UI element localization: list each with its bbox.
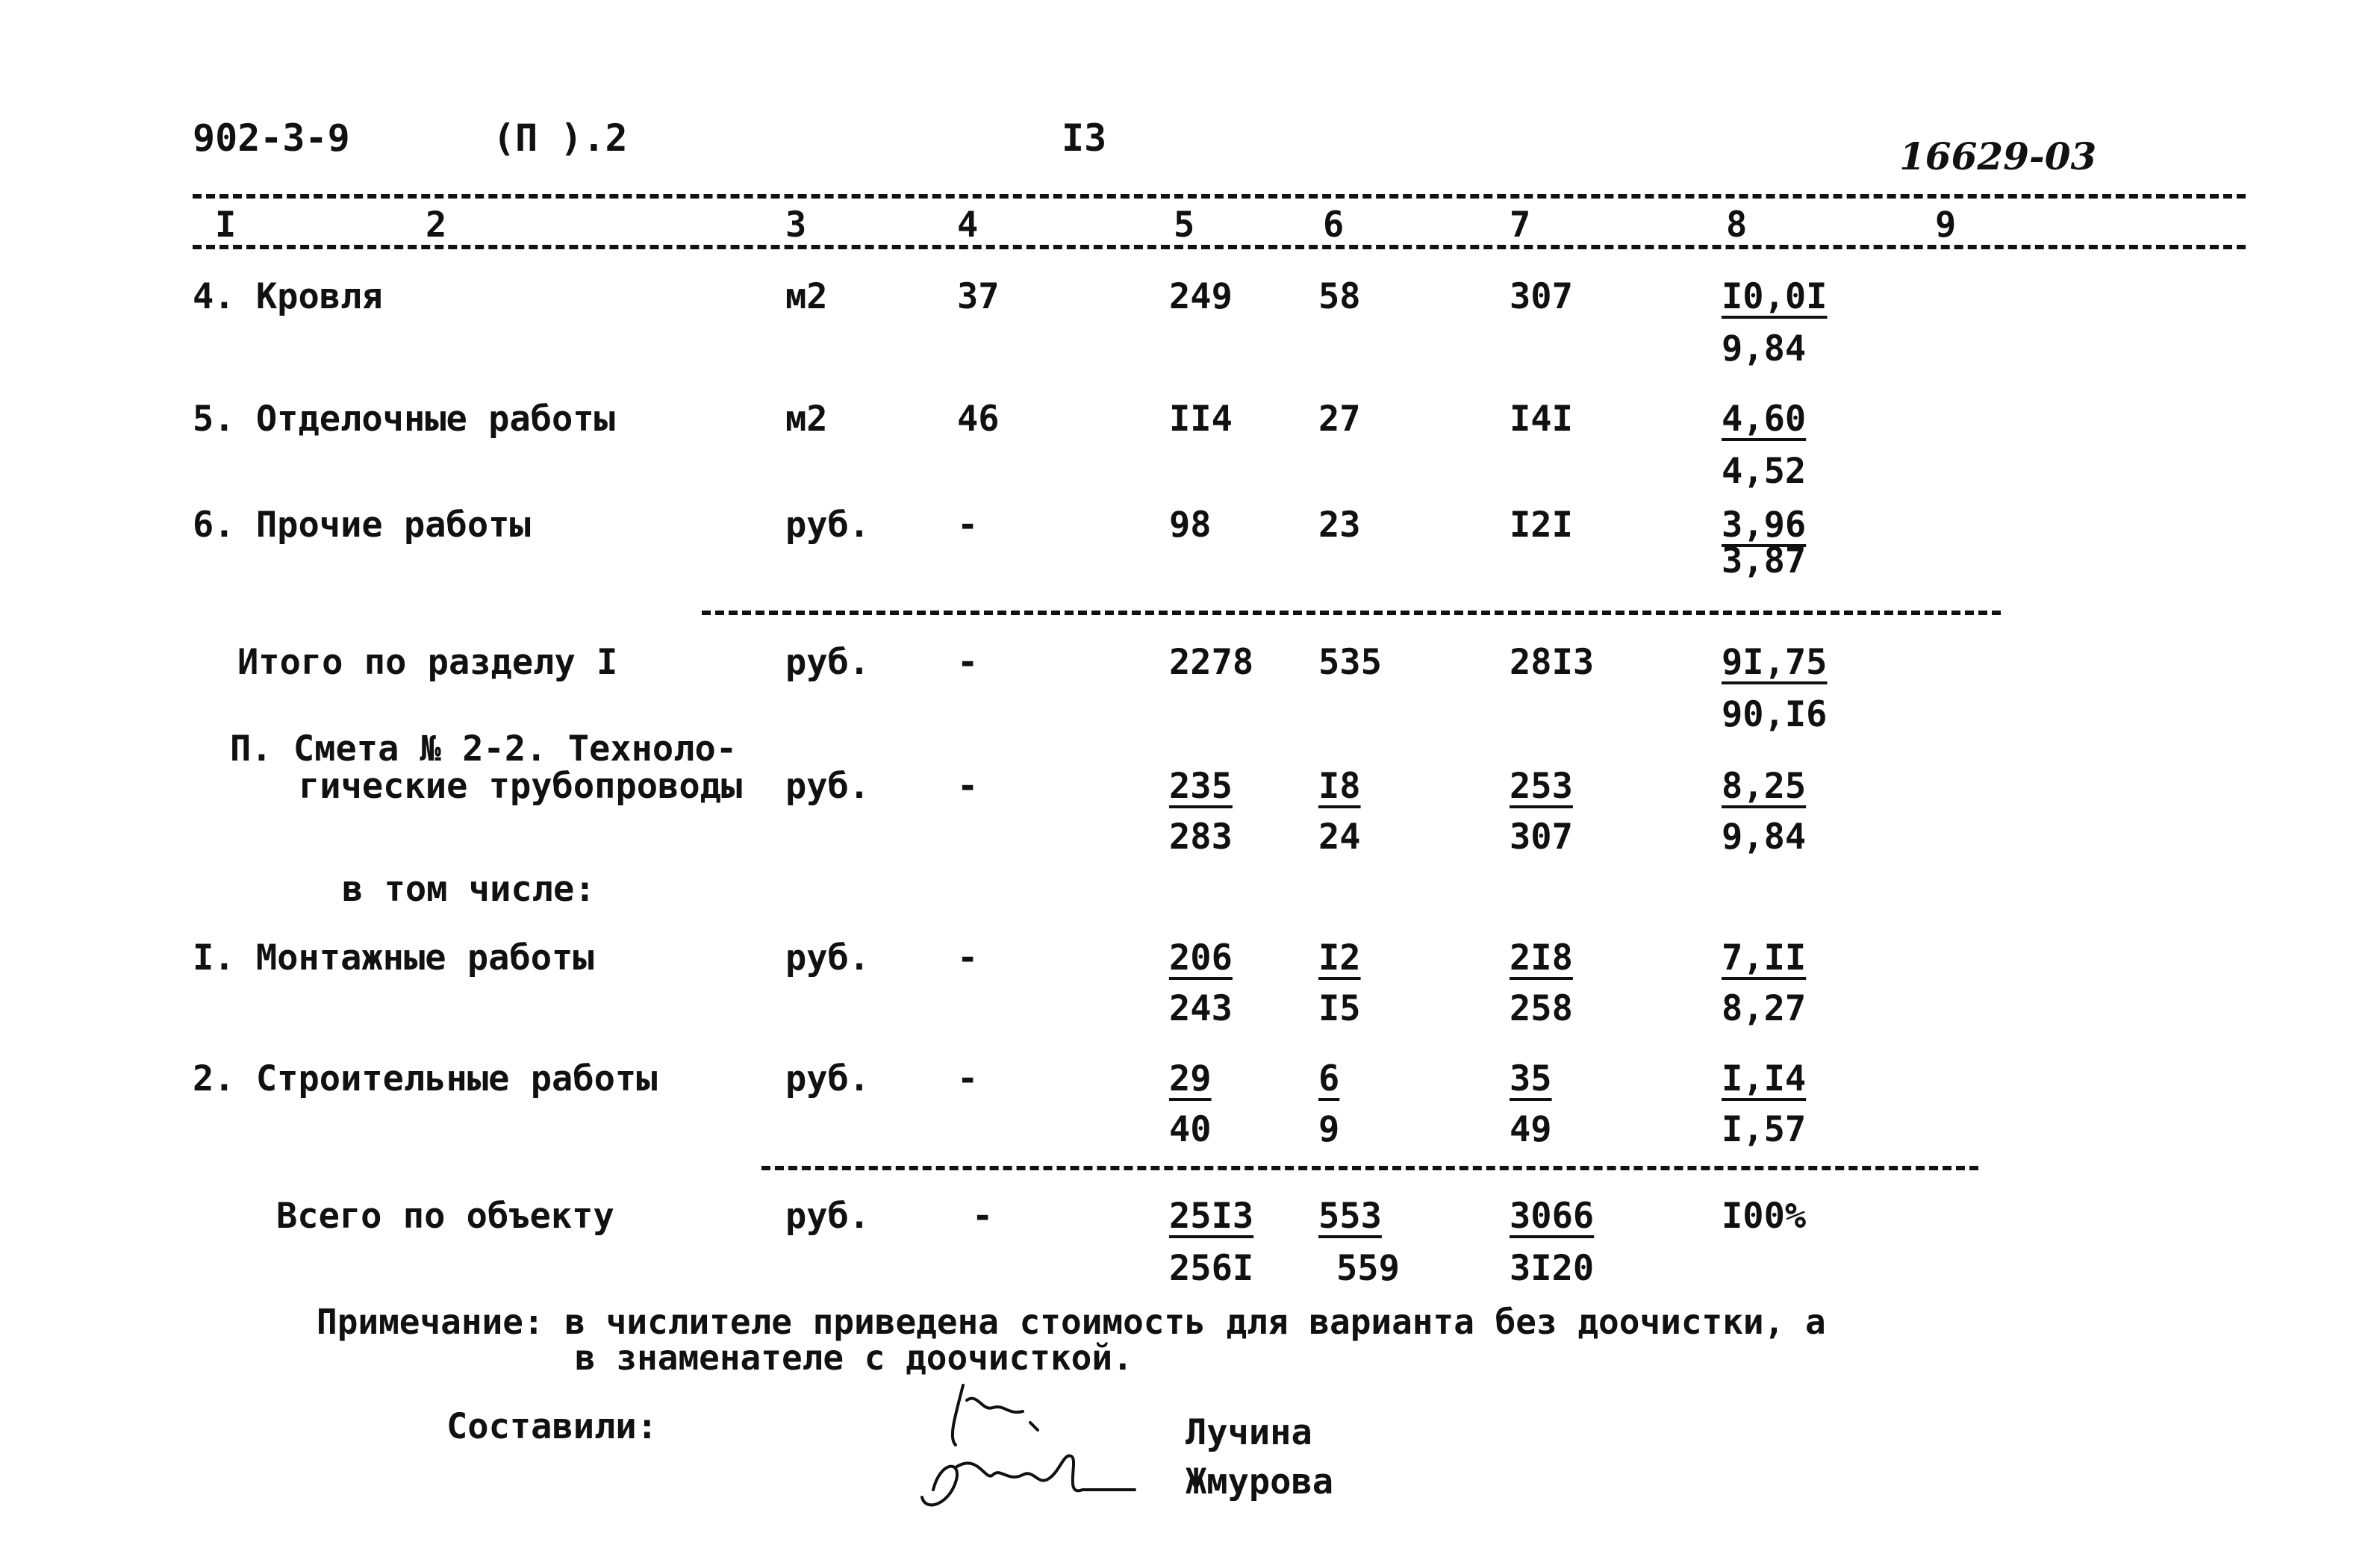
- row-other-c6: 23: [1318, 505, 1361, 546]
- row-roof-name: 4. Кровля: [193, 276, 383, 317]
- row-construction-c8-numerator: I,I4: [1722, 1058, 1807, 1099]
- grand-total-rule: [761, 1166, 1978, 1170]
- row-section-total-c5: 2278: [1169, 642, 1254, 683]
- row-finishing-c8-numerator: 4,60: [1722, 399, 1807, 440]
- page-number: I3: [1062, 116, 1107, 160]
- row-estimate-name-line2: гические трубопроводы: [299, 766, 743, 807]
- row-finishing-c8-denominator: 4,52: [1722, 451, 1807, 492]
- row-installation-c6-denominator: I5: [1318, 988, 1361, 1029]
- row-roof-c8-numerator: I0,0I: [1722, 276, 1828, 317]
- column-header-3: 3: [785, 205, 807, 246]
- row-other-c8-numerator: 3,96: [1722, 505, 1807, 546]
- row-estimate-unit: руб.: [785, 766, 870, 807]
- row-construction-c6-denominator: 9: [1318, 1109, 1340, 1150]
- row-finishing-c6: 27: [1318, 399, 1361, 440]
- column-header-8: 8: [1726, 205, 1748, 246]
- handwritten-signatures: [911, 1370, 1157, 1535]
- section-total-rule: [702, 611, 2001, 615]
- row-estimate-c5-numerator: 235: [1169, 766, 1233, 807]
- row-grand-total-c6-denominator: 559: [1336, 1248, 1400, 1289]
- row-finishing-c5: II4: [1169, 399, 1233, 440]
- row-other-name: 6. Прочие работы: [193, 505, 531, 546]
- row-grand-total-c7-numerator: 3066: [1510, 1196, 1595, 1237]
- row-installation-qty: -: [957, 937, 979, 978]
- row-estimate-c8-denominator: 9,84: [1722, 817, 1807, 858]
- row-estimate-c6-numerator: I8: [1318, 766, 1361, 807]
- row-construction-c5-denominator: 40: [1169, 1109, 1212, 1150]
- column-header-4: 4: [957, 205, 979, 246]
- inventory-number: 16629-03: [1899, 134, 2097, 178]
- row-section-total-name: Итого по разделу I: [237, 642, 618, 683]
- column-header-1: I: [215, 205, 237, 246]
- row-installation-c7-denominator: 258: [1510, 988, 1573, 1029]
- column-header-9: 9: [1935, 205, 1957, 246]
- row-estimate-c7-denominator: 307: [1510, 817, 1573, 858]
- row-grand-total-c6-numerator: 553: [1318, 1196, 1382, 1237]
- row-finishing-c7: I4I: [1510, 399, 1573, 440]
- row-including-label: в том числе:: [342, 869, 596, 910]
- row-roof-unit: м2: [785, 276, 828, 317]
- row-installation-unit: руб.: [785, 937, 870, 978]
- signatures-label: Составили:: [446, 1406, 658, 1447]
- row-estimate-c6-denominator: 24: [1318, 817, 1361, 858]
- signature-name-2: Жмурова: [1186, 1461, 1334, 1502]
- row-other-c7: I2I: [1510, 505, 1573, 546]
- row-section-total-qty: -: [957, 642, 979, 683]
- signature-name-1: Лучина: [1186, 1412, 1312, 1453]
- row-grand-total-c8: I00%: [1722, 1196, 1807, 1237]
- row-installation-c5-denominator: 243: [1169, 988, 1233, 1029]
- row-construction-c7-numerator: 35: [1510, 1058, 1552, 1099]
- row-estimate-c5-denominator: 283: [1169, 817, 1233, 858]
- column-header-7: 7: [1510, 205, 1531, 246]
- row-other-c5: 98: [1169, 505, 1212, 546]
- row-construction-c6-numerator: 6: [1318, 1058, 1340, 1099]
- row-section-total-c8-numerator: 9I,75: [1722, 642, 1828, 683]
- row-estimate-c7-numerator: 253: [1510, 766, 1573, 807]
- row-grand-total-c7-denominator: 3I20: [1510, 1248, 1595, 1289]
- row-installation-name: I. Монтажные работы: [193, 937, 594, 978]
- row-finishing-name: 5. Отделочные работы: [193, 399, 615, 440]
- document-code: 902-3-9: [193, 116, 350, 160]
- row-finishing-unit: м2: [785, 399, 828, 440]
- row-section-total-c8-denominator: 90,I6: [1722, 694, 1828, 735]
- row-roof-qty: 37: [957, 276, 1000, 317]
- row-grand-total-qty: -: [972, 1196, 994, 1237]
- row-estimate-name-line1: П. Смета № 2-2. Техноло-: [230, 728, 738, 770]
- header-bottom-rule: [193, 245, 2246, 249]
- row-construction-qty: -: [957, 1058, 979, 1099]
- row-installation-c5-numerator: 206: [1169, 937, 1233, 978]
- row-roof-c7: 307: [1510, 276, 1573, 317]
- column-header-5: 5: [1174, 205, 1195, 246]
- row-roof-c6: 58: [1318, 276, 1361, 317]
- row-installation-c6-numerator: I2: [1318, 937, 1361, 978]
- row-installation-c8-denominator: 8,27: [1722, 988, 1807, 1029]
- row-construction-c7-denominator: 49: [1510, 1109, 1552, 1150]
- column-header-2: 2: [426, 205, 447, 246]
- note-line-2: в знаменателе с доочисткой.: [575, 1337, 1133, 1378]
- row-construction-c8-denominator: I,57: [1722, 1109, 1807, 1150]
- header-top-rule: [193, 194, 2246, 199]
- row-other-unit: руб.: [785, 505, 870, 546]
- row-section-total-c7: 28I3: [1510, 642, 1595, 683]
- row-installation-c7-numerator: 2I8: [1510, 937, 1573, 978]
- note-line-1: Примечание: в числителе приведена стоимость для варианта без доочистки, а: [317, 1302, 1826, 1342]
- row-section-total-c6: 535: [1318, 642, 1382, 683]
- row-grand-total-c5-denominator: 256I: [1169, 1248, 1254, 1289]
- row-construction-name: 2. Строительные работы: [193, 1058, 658, 1099]
- column-header-6: 6: [1323, 205, 1345, 246]
- row-roof-c8-denominator: 9,84: [1722, 328, 1807, 369]
- row-other-qty: -: [957, 505, 979, 546]
- row-construction-c5-numerator: 29: [1169, 1058, 1212, 1099]
- row-grand-total-name: Всего по объекту: [276, 1196, 614, 1237]
- row-roof-c5: 249: [1169, 276, 1233, 317]
- document-part: (П ).2: [493, 116, 628, 160]
- row-construction-unit: руб.: [785, 1058, 870, 1099]
- row-other-c8-denominator: 3,87: [1722, 540, 1807, 581]
- row-estimate-qty: -: [957, 766, 979, 807]
- row-estimate-c8-numerator: 8,25: [1722, 766, 1807, 807]
- row-installation-c8-numerator: 7,II: [1722, 937, 1807, 978]
- row-grand-total-unit: руб.: [785, 1196, 870, 1237]
- row-section-total-unit: руб.: [785, 642, 870, 683]
- row-finishing-qty: 46: [957, 399, 1000, 440]
- row-grand-total-c5-numerator: 25I3: [1169, 1196, 1254, 1237]
